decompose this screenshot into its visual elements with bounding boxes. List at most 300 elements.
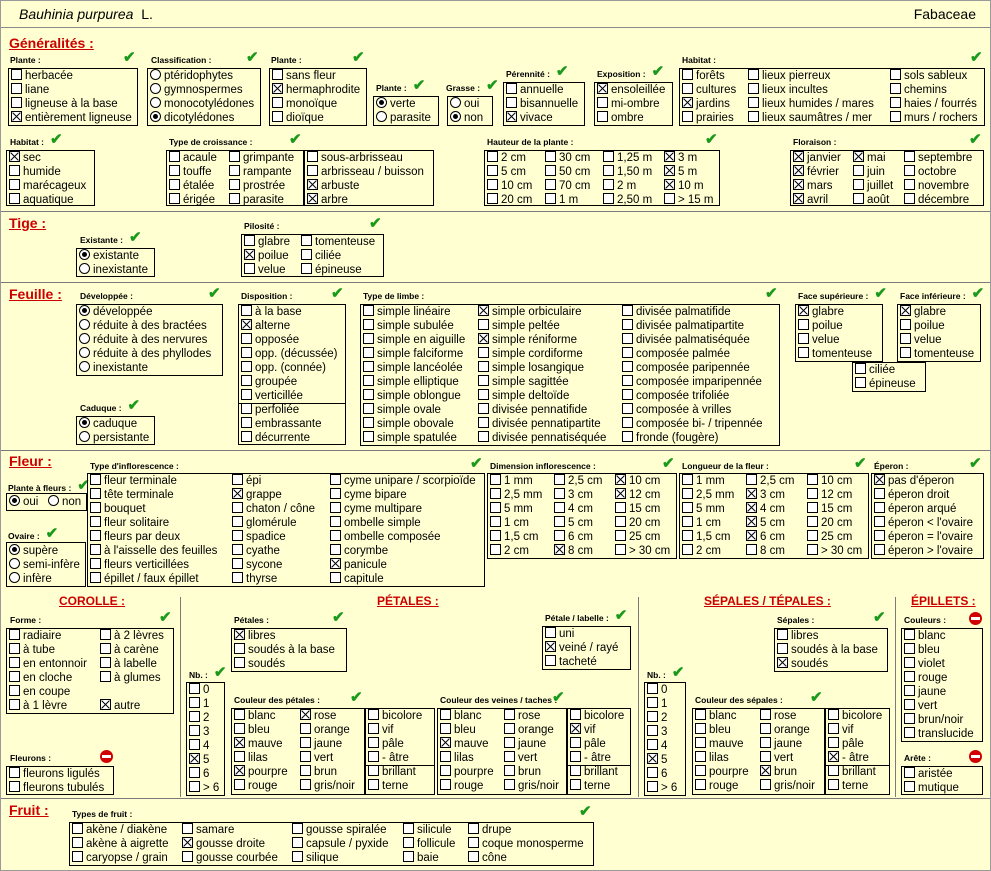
option-inflorescence[interactable] (330, 572, 384, 586)
option-types_fruit[interactable] (403, 823, 452, 837)
option-types_fruit[interactable] (403, 851, 439, 865)
checkbox[interactable] (597, 111, 608, 122)
option-dim_infl[interactable] (615, 516, 660, 530)
option-pilosite[interactable] (301, 249, 341, 263)
option-types_fruit[interactable] (292, 851, 339, 865)
option-long_fleur[interactable] (746, 516, 785, 530)
checkbox[interactable] (853, 193, 864, 204)
option-coul_petales[interactable] (234, 723, 270, 737)
checkbox[interactable] (828, 779, 839, 790)
checkbox[interactable] (90, 544, 101, 555)
option-nb_petales[interactable] (189, 711, 209, 725)
checkbox[interactable] (760, 779, 771, 790)
checkbox[interactable] (682, 488, 693, 499)
option-croissance[interactable] (229, 179, 285, 193)
option-coul_veines[interactable] (440, 765, 494, 779)
checkbox[interactable] (570, 723, 581, 734)
checkbox[interactable] (570, 709, 581, 720)
option-inflorescence[interactable] (90, 474, 177, 488)
option-grasse[interactable] (450, 111, 483, 125)
option-perennite[interactable] (506, 97, 578, 111)
checkbox[interactable] (647, 725, 658, 736)
checkbox[interactable] (777, 629, 788, 640)
option-nb_petales[interactable] (189, 753, 209, 767)
checkbox[interactable] (603, 179, 614, 190)
option-face_sup[interactable] (798, 333, 840, 347)
checkbox[interactable] (682, 516, 693, 527)
checkbox[interactable] (760, 737, 771, 748)
option-coul_veines[interactable] (504, 709, 540, 723)
checkbox[interactable] (241, 347, 252, 358)
checkbox[interactable] (904, 713, 915, 724)
checkbox[interactable] (241, 403, 252, 414)
option-long_fleur[interactable] (746, 474, 795, 488)
option-coul_petales[interactable] (368, 737, 404, 751)
option-coul_sepales[interactable] (828, 737, 864, 751)
option-hauteur[interactable] (487, 165, 526, 179)
option-limbe[interactable] (622, 417, 763, 431)
option-nb_petales[interactable] (189, 697, 209, 711)
checkbox[interactable] (506, 111, 517, 122)
checkbox[interactable] (798, 333, 809, 344)
checkbox[interactable] (746, 502, 757, 513)
checkbox[interactable] (746, 544, 757, 555)
checkbox[interactable] (9, 193, 20, 204)
checkbox[interactable] (622, 347, 633, 358)
checkbox[interactable] (307, 193, 318, 204)
option-floraison[interactable] (793, 179, 833, 193)
option-coul_petales[interactable] (300, 709, 336, 723)
checkbox[interactable] (853, 179, 864, 190)
option-croissance[interactable] (307, 193, 348, 207)
checkbox[interactable] (182, 837, 193, 848)
checkbox[interactable] (798, 319, 809, 330)
checkbox[interactable] (241, 431, 252, 442)
option-hauteur[interactable] (603, 151, 652, 165)
option-plante2[interactable] (272, 83, 360, 97)
checkbox[interactable] (807, 488, 818, 499)
option-long_fleur[interactable] (682, 502, 725, 516)
option-limbe[interactable] (363, 403, 441, 417)
option-classification[interactable] (150, 83, 243, 97)
option-fleurons[interactable] (9, 767, 100, 781)
option-eperon[interactable] (874, 530, 973, 544)
option-eperon[interactable] (874, 474, 954, 488)
checkbox[interactable] (234, 723, 245, 734)
checkbox[interactable] (828, 709, 839, 720)
option-couleurs[interactable] (904, 685, 946, 699)
option-floraison[interactable] (853, 165, 885, 179)
option-arete[interactable] (904, 767, 953, 781)
option-plante2[interactable] (272, 97, 337, 111)
radio-button[interactable] (150, 83, 161, 94)
option-couleurs[interactable] (904, 657, 945, 671)
checkbox[interactable] (855, 363, 866, 374)
option-coul_sepales[interactable] (695, 779, 738, 793)
checkbox[interactable] (9, 781, 20, 792)
radio-button[interactable] (450, 97, 461, 108)
option-petales[interactable] (234, 657, 285, 671)
checkbox[interactable] (330, 474, 341, 485)
option-nb_sepales[interactable] (647, 739, 667, 753)
option-pilosite[interactable] (301, 263, 362, 277)
checkbox[interactable] (440, 709, 451, 720)
checkbox[interactable] (828, 723, 839, 734)
checkbox[interactable] (904, 767, 915, 778)
checkbox[interactable] (615, 544, 626, 555)
option-inflorescence[interactable] (232, 572, 277, 586)
option-limbe[interactable] (363, 375, 459, 389)
option-nb_sepales[interactable] (647, 781, 677, 795)
option-croissance[interactable] (307, 151, 403, 165)
checkbox[interactable] (746, 488, 757, 499)
option-sepales[interactable] (777, 643, 878, 657)
option-disposition[interactable] (241, 347, 337, 361)
option-inflorescence[interactable] (232, 474, 261, 488)
radio-button[interactable] (79, 333, 90, 344)
checkbox[interactable] (9, 643, 20, 654)
checkbox[interactable] (9, 767, 20, 778)
checkbox[interactable] (189, 725, 200, 736)
checkbox[interactable] (292, 851, 303, 862)
checkbox[interactable] (828, 751, 839, 762)
option-forme[interactable] (100, 629, 164, 643)
checkbox[interactable] (695, 765, 706, 776)
checkbox[interactable] (504, 765, 515, 776)
checkbox[interactable] (234, 751, 245, 762)
option-limbe[interactable] (478, 347, 583, 361)
checkbox[interactable] (363, 319, 374, 330)
option-limbe[interactable] (363, 417, 454, 431)
checkbox[interactable] (793, 193, 804, 204)
option-pilosite[interactable] (244, 263, 286, 277)
checkbox[interactable] (554, 544, 565, 555)
option-coul_sepales[interactable] (828, 709, 882, 723)
option-plante[interactable] (11, 97, 118, 111)
checkbox[interactable] (9, 151, 20, 162)
option-nb_sepales[interactable] (647, 683, 667, 697)
option-coul_veines[interactable] (570, 751, 611, 765)
option-couleurs[interactable] (904, 727, 974, 741)
checkbox[interactable] (478, 333, 489, 344)
option-grasse[interactable] (450, 97, 479, 111)
option-croissance[interactable] (307, 179, 359, 193)
checkbox[interactable] (554, 516, 565, 527)
option-limbe[interactable] (363, 361, 463, 375)
checkbox[interactable] (90, 502, 101, 513)
checkbox[interactable] (682, 97, 693, 108)
checkbox[interactable] (440, 737, 451, 748)
option-habitat1[interactable] (748, 97, 874, 111)
option-hauteur[interactable] (545, 165, 590, 179)
option-forme[interactable] (100, 657, 157, 671)
checkbox[interactable] (241, 389, 252, 400)
checkbox[interactable] (853, 165, 864, 176)
option-limbe[interactable] (622, 305, 731, 319)
checkbox[interactable] (504, 779, 515, 790)
checkbox[interactable] (664, 193, 675, 204)
checkbox[interactable] (490, 488, 501, 499)
checkbox[interactable] (603, 193, 614, 204)
option-ovaire[interactable] (9, 544, 58, 558)
option-long_fleur[interactable] (682, 530, 731, 544)
checkbox[interactable] (363, 347, 374, 358)
option-developpee[interactable] (79, 333, 207, 347)
option-dim_infl[interactable] (490, 530, 539, 544)
checkbox[interactable] (504, 709, 515, 720)
option-habitat1[interactable] (748, 69, 830, 83)
radio-button[interactable] (9, 558, 20, 569)
radio-button[interactable] (79, 305, 90, 316)
checkbox[interactable] (874, 530, 885, 541)
checkbox[interactable] (793, 179, 804, 190)
checkbox[interactable] (100, 657, 111, 668)
option-nb_petales[interactable] (189, 725, 209, 739)
option-nb_sepales[interactable] (647, 697, 667, 711)
checkbox[interactable] (440, 779, 451, 790)
option-dim_infl[interactable] (490, 488, 542, 502)
option-dim_infl[interactable] (615, 530, 660, 544)
checkbox[interactable] (904, 685, 915, 696)
option-dim_infl[interactable] (490, 544, 529, 558)
checkbox[interactable] (478, 417, 489, 428)
checkbox[interactable] (9, 165, 20, 176)
option-limbe[interactable] (478, 375, 569, 389)
option-long_fleur[interactable] (746, 488, 785, 502)
option-inflorescence[interactable] (232, 502, 315, 516)
checkbox[interactable] (363, 361, 374, 372)
option-coul_petales[interactable] (368, 723, 394, 737)
checkbox[interactable] (440, 751, 451, 762)
checkbox[interactable] (11, 111, 22, 122)
radio-button[interactable] (150, 97, 161, 108)
option-face_inf[interactable] (855, 377, 916, 391)
option-labelle[interactable] (545, 641, 618, 655)
checkbox[interactable] (853, 151, 864, 162)
checkbox[interactable] (232, 488, 243, 499)
checkbox[interactable] (232, 572, 243, 583)
checkbox[interactable] (545, 165, 556, 176)
checkbox[interactable] (554, 530, 565, 541)
checkbox[interactable] (490, 502, 501, 513)
option-face_inf[interactable] (855, 363, 895, 377)
option-long_fleur[interactable] (746, 530, 785, 544)
checkbox[interactable] (301, 235, 312, 246)
option-dim_infl[interactable] (554, 502, 593, 516)
checkbox[interactable] (478, 319, 489, 330)
option-couleurs[interactable] (904, 671, 947, 685)
option-existante[interactable] (79, 249, 139, 263)
checkbox[interactable] (189, 753, 200, 764)
option-limbe[interactable] (622, 431, 718, 445)
option-forme[interactable] (9, 699, 67, 713)
checkbox[interactable] (100, 643, 111, 654)
checkbox[interactable] (904, 179, 915, 190)
checkbox[interactable] (478, 361, 489, 372)
checkbox[interactable] (300, 765, 311, 776)
checkbox[interactable] (647, 739, 658, 750)
checkbox[interactable] (904, 781, 915, 792)
option-plante2[interactable] (272, 111, 324, 125)
option-coul_sepales[interactable] (828, 723, 854, 737)
radio-button[interactable] (79, 319, 90, 330)
option-habitat1[interactable] (748, 83, 828, 97)
option-labelle[interactable] (545, 627, 574, 641)
option-forme[interactable] (100, 699, 140, 713)
option-inflorescence[interactable] (330, 516, 421, 530)
option-habitat2[interactable] (9, 193, 74, 207)
checkbox[interactable] (807, 530, 818, 541)
option-disposition[interactable] (241, 375, 297, 389)
checkbox[interactable] (9, 179, 20, 190)
checkbox[interactable] (874, 502, 885, 513)
checkbox[interactable] (478, 375, 489, 386)
checkbox[interactable] (234, 643, 245, 654)
option-eperon[interactable] (874, 516, 973, 530)
checkbox[interactable] (229, 179, 240, 190)
option-nb_petales[interactable] (189, 739, 209, 753)
option-nb_petales[interactable] (189, 683, 209, 697)
checkbox[interactable] (300, 723, 311, 734)
option-dim_infl[interactable] (615, 474, 660, 488)
radio-button[interactable] (48, 495, 59, 506)
option-petales[interactable] (234, 629, 275, 643)
radio-button[interactable] (79, 263, 90, 274)
checkbox[interactable] (307, 179, 318, 190)
option-disposition[interactable] (241, 417, 321, 431)
checkbox[interactable] (828, 765, 839, 776)
checkbox[interactable] (100, 671, 111, 682)
checkbox[interactable] (622, 389, 633, 400)
radio-button[interactable] (79, 417, 90, 428)
option-hauteur[interactable] (664, 151, 697, 165)
option-coul_sepales[interactable] (695, 765, 749, 779)
checkbox[interactable] (798, 305, 809, 316)
option-coul_veines[interactable] (504, 765, 541, 779)
option-face_sup[interactable] (798, 319, 843, 333)
checkbox[interactable] (807, 474, 818, 485)
option-forme[interactable] (9, 685, 70, 699)
checkbox[interactable] (169, 151, 180, 162)
option-coul_veines[interactable] (570, 723, 596, 737)
checkbox[interactable] (234, 657, 245, 668)
checkbox[interactable] (292, 837, 303, 848)
option-habitat1[interactable] (890, 69, 967, 83)
checkbox[interactable] (545, 627, 556, 638)
option-couleurs[interactable] (904, 713, 963, 727)
option-existante[interactable] (79, 263, 148, 277)
option-hauteur[interactable] (545, 151, 590, 165)
checkbox[interactable] (9, 629, 20, 640)
checkbox[interactable] (72, 823, 83, 834)
option-coul_petales[interactable] (368, 709, 422, 723)
option-exposition[interactable] (597, 111, 644, 125)
checkbox[interactable] (647, 683, 658, 694)
checkbox[interactable] (232, 502, 243, 513)
checkbox[interactable] (90, 488, 101, 499)
checkbox[interactable] (490, 516, 501, 527)
checkbox[interactable] (330, 516, 341, 527)
option-coul_veines[interactable] (504, 779, 559, 793)
option-long_fleur[interactable] (807, 530, 852, 544)
checkbox[interactable] (647, 781, 658, 792)
checkbox[interactable] (90, 474, 101, 485)
option-long_fleur[interactable] (682, 544, 721, 558)
checkbox[interactable] (9, 685, 20, 696)
checkbox[interactable] (234, 737, 245, 748)
option-disposition[interactable] (241, 305, 302, 319)
checkbox[interactable] (368, 723, 379, 734)
checkbox[interactable] (234, 709, 245, 720)
radio-button[interactable] (376, 97, 387, 108)
option-long_fleur[interactable] (682, 488, 734, 502)
option-limbe[interactable] (478, 431, 606, 445)
option-disposition[interactable] (241, 403, 299, 417)
option-coul_veines[interactable] (504, 723, 554, 737)
checkbox[interactable] (244, 235, 255, 246)
checkbox[interactable] (363, 389, 374, 400)
option-plante3[interactable] (376, 111, 431, 125)
option-ovaire[interactable] (9, 558, 80, 572)
checkbox[interactable] (904, 643, 915, 654)
checkbox[interactable] (363, 417, 374, 428)
option-limbe[interactable] (363, 389, 461, 403)
option-inflorescence[interactable] (90, 488, 174, 502)
checkbox[interactable] (182, 823, 193, 834)
checkbox[interactable] (682, 502, 693, 513)
checkbox[interactable] (169, 193, 180, 204)
option-croissance[interactable] (229, 165, 292, 179)
checkbox[interactable] (241, 417, 252, 428)
checkbox[interactable] (622, 403, 633, 414)
checkbox[interactable] (232, 516, 243, 527)
checkbox[interactable] (487, 165, 498, 176)
checkbox[interactable] (9, 657, 20, 668)
option-inflorescence[interactable] (232, 558, 282, 572)
checkbox[interactable] (904, 671, 915, 682)
checkbox[interactable] (244, 263, 255, 274)
option-habitat1[interactable] (890, 111, 978, 125)
checkbox[interactable] (504, 723, 515, 734)
checkbox[interactable] (244, 249, 255, 260)
option-hauteur[interactable] (487, 151, 526, 165)
option-habitat1[interactable] (682, 69, 725, 83)
checkbox[interactable] (189, 739, 200, 750)
option-floraison[interactable] (793, 193, 828, 207)
checkbox[interactable] (189, 697, 200, 708)
option-types_fruit[interactable] (182, 823, 234, 837)
option-coul_petales[interactable] (300, 723, 350, 737)
checkbox[interactable] (478, 347, 489, 358)
option-limbe[interactable] (478, 417, 601, 431)
checkbox[interactable] (904, 699, 915, 710)
radio-button[interactable] (79, 361, 90, 372)
option-labelle[interactable] (545, 655, 597, 669)
option-plante[interactable] (11, 69, 73, 83)
checkbox[interactable] (900, 319, 911, 330)
checkbox[interactable] (904, 151, 915, 162)
checkbox[interactable] (490, 530, 501, 541)
checkbox[interactable] (11, 97, 22, 108)
checkbox[interactable] (664, 179, 675, 190)
option-coul_sepales[interactable] (760, 779, 815, 793)
checkbox[interactable] (363, 333, 374, 344)
checkbox[interactable] (182, 851, 193, 862)
option-dim_infl[interactable] (554, 516, 593, 530)
option-petales[interactable] (234, 643, 335, 657)
checkbox[interactable] (647, 753, 658, 764)
option-long_fleur[interactable] (746, 544, 785, 558)
